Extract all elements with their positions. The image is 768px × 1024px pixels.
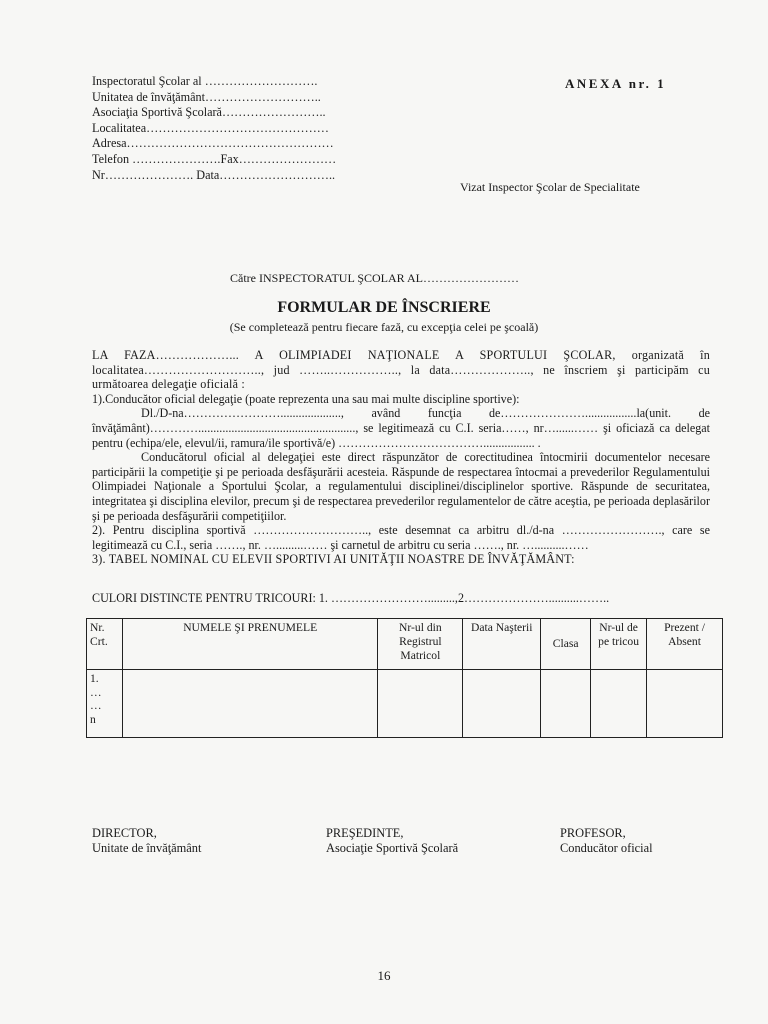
signature-title: PROFESOR, (560, 826, 626, 840)
row-marker: 1. (90, 672, 99, 685)
row-marker: … (90, 699, 102, 712)
cell-registru[interactable] (378, 670, 463, 738)
signature-subtitle: Asociaţie Sportivă Şcolară (326, 841, 459, 855)
table-row (87, 670, 723, 738)
signature-subtitle: Unitate de învăţământ (92, 841, 202, 855)
col-nr-crt: Nr. Crt. (87, 619, 123, 670)
form-body (92, 348, 710, 567)
row-marker: n (90, 712, 96, 726)
cell-clasa[interactable] (541, 670, 591, 738)
header-line-adresa: Adresa…………………………………………… (92, 136, 334, 151)
row-marker: … (90, 685, 102, 699)
paragraph-tabel-nominal: 3). TABEL NOMINAL CU ELEVII SPORTIVI AI UNITĂŢII NOASTRE DE ÎNVĂŢĂMÂNT: (92, 552, 575, 567)
signature-subtitle: Conducător oficial (560, 841, 653, 855)
col-nr-tricou: Nr-ul de pe tricou (591, 619, 647, 670)
form-title: FORMULAR DE ÎNSCRIERE (277, 299, 491, 316)
cell-prezent[interactable] (647, 670, 723, 738)
page-number: 16 (377, 968, 391, 983)
annex-label: ANEXA nr. 1 (565, 76, 667, 91)
paragraph-conducator: 1).Conducător oficial delegaţie (poate reprezenta una sau mai multe discipline sportive): (92, 391, 520, 406)
signature-director (92, 826, 201, 856)
header-line-telefon-fax: Telefon ………………….Fax…………………… (92, 151, 337, 166)
signature-presedinte (326, 826, 458, 856)
cell-nume[interactable] (122, 670, 377, 738)
col-prezent-absent: Prezent / Absent (647, 619, 723, 670)
col-clasa: Clasa (541, 619, 591, 670)
paragraph-faza: LA FAZA………………... A OLIMPIADEI NAŢIONALE A SPORTULUI ŞCOLAR, organizată în localitatea……………………….., jud ……..…………….., la data……………….., ne înscriem şi participăm cu următoarea delegaţie oficială : (92, 348, 710, 392)
header-line-nr-data: Nr…………………. Data……………………….. (92, 167, 336, 182)
vizat-label: Vizat Inspector Şcolar de Specialitate (460, 180, 640, 194)
table-header-row (87, 619, 723, 670)
paragraph-responsabilitati: Conducătorul oficial al delegaţiei este direct răspunzător de corectitudinea întocmirii documentelor necesare participării la competiţie şi pe perioada desfăşurării acesteia. Răspunde de respectarea întocmai a prevederilor Regulamentului Olimpiadei Naţionale a Sportului Şcolar, a regulamentului disciplinei/disciplinelor sportive. Răspunde de securitatea, integritatea şi disciplina elevilor, precum şi de respectarea prevederilor regulamentelor de către aceştia, pe perioada deplasărilor şi pe perioada desfăşurării competiţiilor. (92, 450, 710, 523)
addressee-line: Către INSPECTORATUL ŞCOLAR AL…………………… (230, 271, 520, 285)
paragraph-arbitru: 2). Pentru disciplina sportivă ……………………….., este desemnat ca arbitru dl./d-na ……………………., care se legitimează cu C.I., seria ……., nr. ….........…… şi carnetul de arbitru cu seria ……., nr. …..........…… (92, 523, 710, 552)
row-marker-cell (87, 670, 123, 738)
col-data-nasterii: Data Naşterii (463, 619, 541, 670)
signature-profesor (560, 826, 653, 856)
col-registru-matricol: Nr-ul din Registrul Matricol (378, 619, 463, 670)
nominal-table (86, 618, 723, 738)
cell-data-nasterii[interactable] (463, 670, 541, 738)
form-subtitle: (Se completează pentru fiecare fază, cu excepţia celei pe şcoală) (229, 320, 539, 334)
signature-title: PREŞEDINTE, (326, 826, 404, 840)
header-line-localitate: Localitatea……………………………………… (92, 120, 329, 135)
header-fields (92, 74, 336, 183)
col-nume-prenume: NUMELE ŞI PRENUMELE (122, 619, 377, 670)
culori-tricouri-line: CULORI DISTINCTE PENTRU TRICOURI: 1. …………………….........,2…………………..........…….. (92, 591, 610, 605)
header-line-unitate: Unitatea de învăţământ……………………….. (92, 89, 321, 104)
cell-tricou[interactable] (591, 670, 647, 738)
header-line-asociatie: Asociaţia Sportivă Şcolară…………………….. (92, 105, 326, 120)
header-line-inspectorat: Inspectoratul Şcolar al ………………………. (92, 74, 318, 88)
signature-title: DIRECTOR, (92, 826, 157, 840)
paragraph-dl-dna: Dl./D-na……………………...................., având funcţia de………………….................la(unit. de învăţământ)…………...................................................., se legitimează cu C.I. seria……, nr…......…… şi oficiază ca delegat pentru (echipa/ele, elevul/ii, ramura/ile sportivă/e) ………………………………................. . (92, 406, 710, 450)
